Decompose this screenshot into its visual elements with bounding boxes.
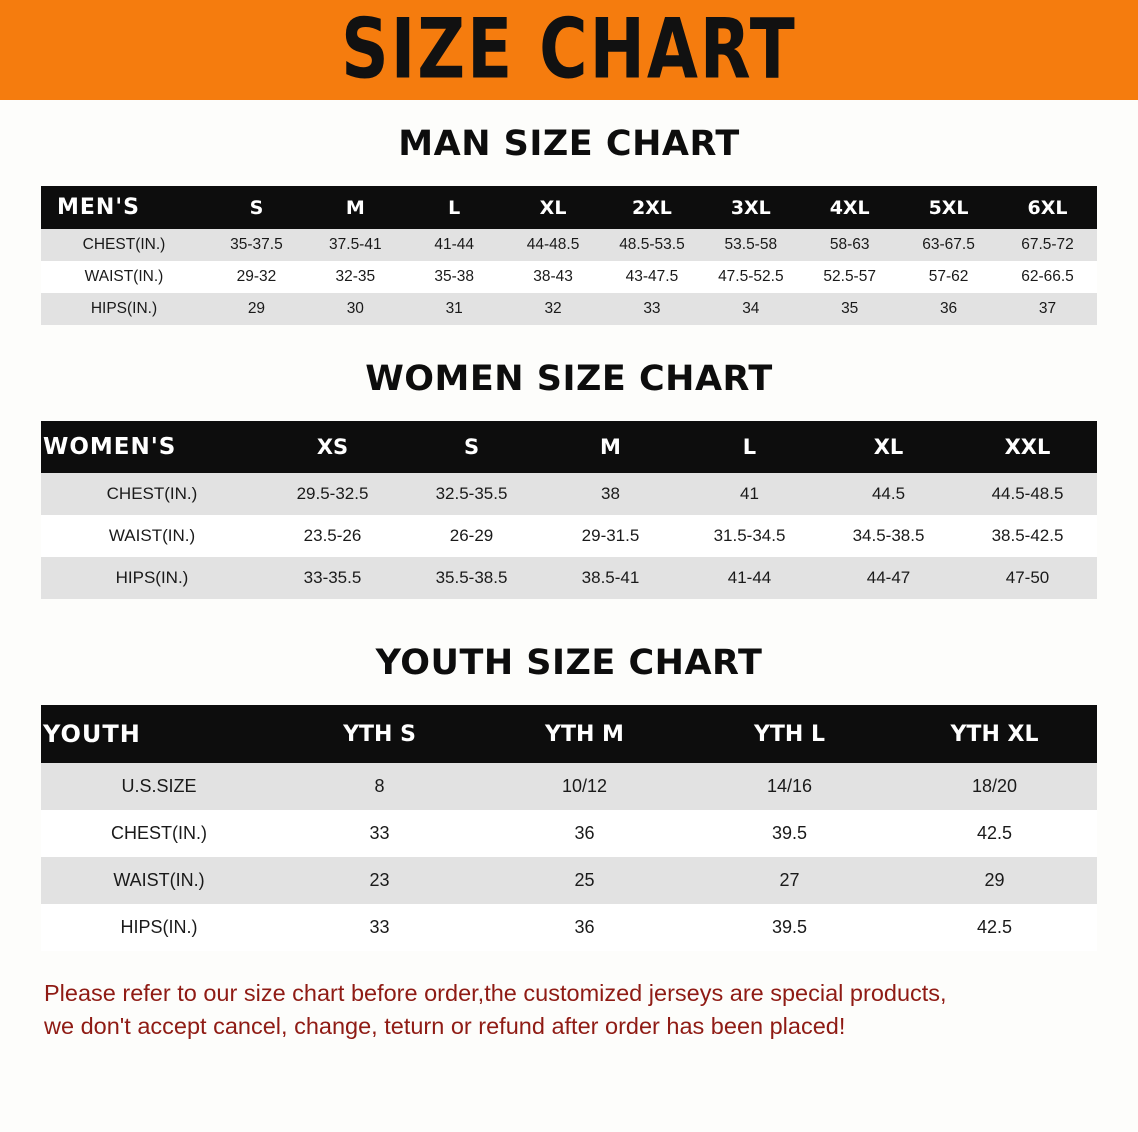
table-cell: 44-47	[819, 557, 958, 599]
column-header: YTH L	[687, 705, 892, 763]
row-label: CHEST(IN.)	[41, 810, 277, 857]
table-cell: 35-38	[405, 261, 504, 293]
man-section-heading: MAN SIZE CHART	[398, 124, 740, 164]
women-size-table	[41, 421, 1097, 599]
table-cell: 29-32	[207, 261, 306, 293]
youth-size-table-wrapper	[41, 705, 1097, 951]
column-header: YTH M	[482, 705, 687, 763]
column-header: 4XL	[800, 186, 899, 229]
table-cell: 26-29	[402, 515, 541, 557]
table-cell: 35.5-38.5	[402, 557, 541, 599]
page-title: SIZE CHART	[341, 1, 797, 98]
table-cell: 39.5	[687, 810, 892, 857]
row-label: HIPS(IN.)	[41, 904, 277, 951]
table-cell: 35	[800, 293, 899, 325]
column-header: XS	[263, 421, 402, 473]
youth-table-body	[41, 763, 1097, 951]
table-cell: 33-35.5	[263, 557, 402, 599]
row-label: CHEST(IN.)	[41, 473, 263, 515]
table-cell: 43-47.5	[603, 261, 702, 293]
table-cell: 39.5	[687, 904, 892, 951]
column-header: L	[680, 421, 819, 473]
table-cell: 23	[277, 857, 482, 904]
table-cell: 62-66.5	[998, 261, 1097, 293]
column-header: 2XL	[603, 186, 702, 229]
table-cell: 42.5	[892, 904, 1097, 951]
size-chart-banner	[0, 0, 1138, 100]
column-header: XL	[819, 421, 958, 473]
table-row	[41, 515, 1097, 557]
women-table-head	[41, 421, 1097, 473]
table-cell: 29	[892, 857, 1097, 904]
table-row	[41, 229, 1097, 261]
table-cell: 32-35	[306, 261, 405, 293]
table-cell: 31.5-34.5	[680, 515, 819, 557]
table-cell: 38.5-41	[541, 557, 680, 599]
table-cell: 32.5-35.5	[402, 473, 541, 515]
table-cell: 31	[405, 293, 504, 325]
disclaimer-line-2: we don't accept cancel, change, teturn or refund after order has been placed!	[44, 1013, 846, 1040]
row-label: CHEST(IN.)	[41, 229, 207, 261]
table-cell: 47-50	[958, 557, 1097, 599]
row-label: WAIST(IN.)	[41, 261, 207, 293]
row-label: HIPS(IN.)	[41, 293, 207, 325]
table-cell: 63-67.5	[899, 229, 998, 261]
column-header: 5XL	[899, 186, 998, 229]
table-cell: 23.5-26	[263, 515, 402, 557]
women-section-heading: WOMEN SIZE CHART	[365, 359, 773, 399]
row-label: HIPS(IN.)	[41, 557, 263, 599]
table-cell: 36	[899, 293, 998, 325]
table-row	[41, 557, 1097, 599]
column-header: YOUTH	[41, 705, 277, 763]
column-header: YTH S	[277, 705, 482, 763]
table-cell: 18/20	[892, 763, 1097, 810]
table-cell: 38-43	[504, 261, 603, 293]
table-row	[41, 261, 1097, 293]
women-table-body	[41, 473, 1097, 599]
table-cell: 37	[998, 293, 1097, 325]
column-header: M	[541, 421, 680, 473]
table-cell: 57-62	[899, 261, 998, 293]
column-header: 3XL	[701, 186, 800, 229]
table-row	[41, 857, 1097, 904]
table-cell: 41-44	[680, 557, 819, 599]
table-cell: 8	[277, 763, 482, 810]
column-header: WOMEN'S	[41, 421, 263, 473]
column-header: S	[402, 421, 541, 473]
table-cell: 41	[680, 473, 819, 515]
youth-section-heading: YOUTH SIZE CHART	[375, 643, 763, 683]
table-cell: 14/16	[687, 763, 892, 810]
man-size-table	[41, 186, 1097, 325]
table-cell: 44.5	[819, 473, 958, 515]
table-cell: 38	[541, 473, 680, 515]
disclaimer-note	[44, 977, 1094, 1044]
man-table-head	[41, 186, 1097, 229]
table-cell: 67.5-72	[998, 229, 1097, 261]
table-header-row	[41, 421, 1097, 473]
table-cell: 36	[482, 810, 687, 857]
man-table-body	[41, 229, 1097, 325]
table-cell: 33	[277, 904, 482, 951]
table-cell: 52.5-57	[800, 261, 899, 293]
table-cell: 36	[482, 904, 687, 951]
man-size-table-wrapper	[41, 186, 1097, 325]
table-cell: 48.5-53.5	[603, 229, 702, 261]
table-header-row	[41, 705, 1097, 763]
table-cell: 29-31.5	[541, 515, 680, 557]
table-row	[41, 293, 1097, 325]
table-cell: 33	[277, 810, 482, 857]
table-cell: 42.5	[892, 810, 1097, 857]
table-cell: 34.5-38.5	[819, 515, 958, 557]
column-header: L	[405, 186, 504, 229]
table-cell: 33	[603, 293, 702, 325]
table-cell: 32	[504, 293, 603, 325]
table-cell: 47.5-52.5	[701, 261, 800, 293]
table-cell: 53.5-58	[701, 229, 800, 261]
column-header: MEN'S	[41, 186, 207, 229]
table-cell: 44.5-48.5	[958, 473, 1097, 515]
column-header: XXL	[958, 421, 1097, 473]
table-cell: 30	[306, 293, 405, 325]
column-header: 6XL	[998, 186, 1097, 229]
table-cell: 25	[482, 857, 687, 904]
table-cell: 10/12	[482, 763, 687, 810]
column-header: S	[207, 186, 306, 229]
table-row	[41, 904, 1097, 951]
table-cell: 29	[207, 293, 306, 325]
table-cell: 38.5-42.5	[958, 515, 1097, 557]
row-label: U.S.SIZE	[41, 763, 277, 810]
table-cell: 27	[687, 857, 892, 904]
table-cell: 44-48.5	[504, 229, 603, 261]
table-cell: 41-44	[405, 229, 504, 261]
table-cell: 37.5-41	[306, 229, 405, 261]
youth-size-table	[41, 705, 1097, 951]
disclaimer-line-1: Please refer to our size chart before order,the customized jerseys are special products,	[44, 980, 947, 1006]
column-header: M	[306, 186, 405, 229]
row-label: WAIST(IN.)	[41, 857, 277, 904]
table-row	[41, 473, 1097, 515]
table-row	[41, 763, 1097, 810]
table-cell: 29.5-32.5	[263, 473, 402, 515]
youth-table-head	[41, 705, 1097, 763]
column-header: XL	[504, 186, 603, 229]
column-header: YTH XL	[892, 705, 1097, 763]
table-row	[41, 810, 1097, 857]
table-cell: 34	[701, 293, 800, 325]
table-cell: 58-63	[800, 229, 899, 261]
row-label: WAIST(IN.)	[41, 515, 263, 557]
table-header-row	[41, 186, 1097, 229]
table-cell: 35-37.5	[207, 229, 306, 261]
women-size-table-wrapper	[41, 421, 1097, 599]
